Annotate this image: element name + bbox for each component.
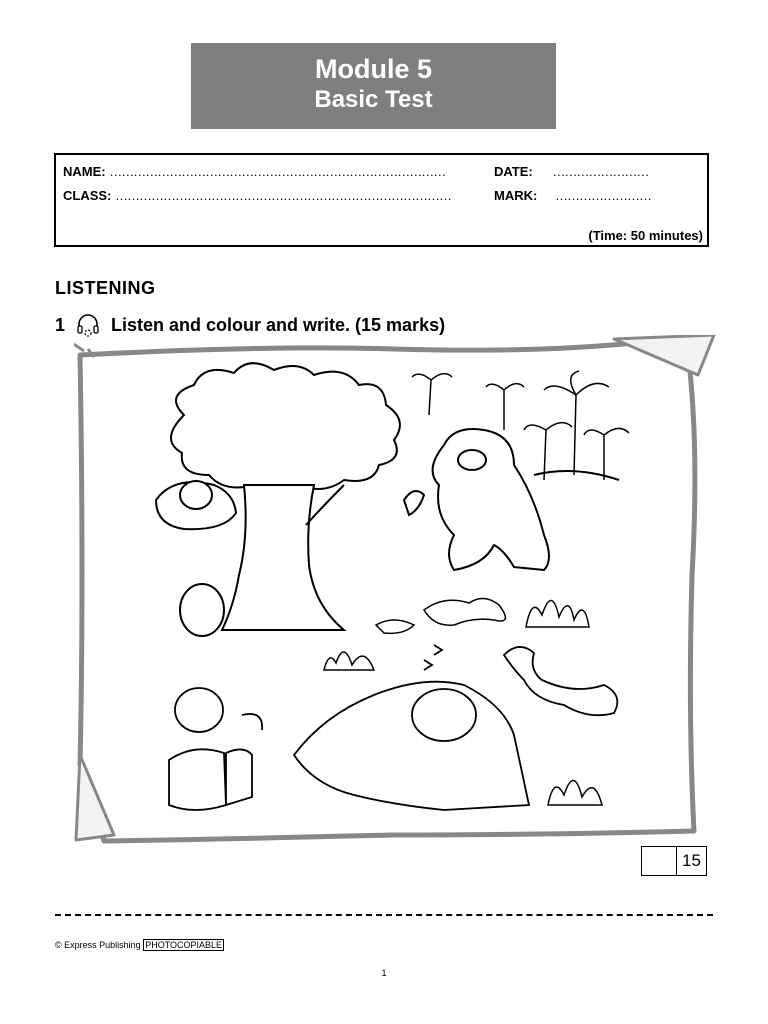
- date-row: [494, 164, 648, 179]
- photocopiable-badge: PHOTOCOPIABLE: [145, 940, 223, 950]
- gorilla: [404, 429, 549, 570]
- module-title: Module 5: [314, 54, 432, 84]
- mark-label: MARK:: [494, 188, 538, 203]
- monkey-reading: [169, 688, 262, 810]
- tree: [156, 363, 400, 636]
- class-row: [63, 188, 451, 203]
- test-subtitle: Basic Test: [314, 86, 433, 113]
- name-label: NAME:: [63, 164, 106, 179]
- lizards: [376, 598, 505, 633]
- date-label: DATE:: [494, 164, 533, 179]
- page-number: 1: [381, 968, 387, 978]
- mark-field[interactable]: ……………………: [554, 188, 651, 203]
- copyright-text: © Express Publishing: [55, 940, 141, 950]
- section-heading: LISTENING: [55, 278, 156, 298]
- max-score: 15: [682, 851, 701, 870]
- name-row: [63, 164, 445, 179]
- class-field[interactable]: …………………………………………………………………………: [115, 188, 452, 203]
- student-info-box: [54, 153, 709, 247]
- class-label: CLASS:: [63, 188, 112, 203]
- task-instruction: Listen and colour and write. (15 marks): [111, 314, 446, 335]
- divider: [55, 914, 713, 916]
- task-number: 1: [55, 314, 66, 335]
- jungle-colouring-picture: [74, 335, 720, 850]
- footer: [55, 940, 224, 950]
- mark-row: [494, 188, 651, 203]
- date-field[interactable]: ……………………: [552, 164, 649, 179]
- score-entry[interactable]: [642, 847, 677, 875]
- time-note: (Time: 50 minutes): [588, 228, 703, 243]
- score-box: [641, 846, 707, 876]
- snake: [504, 647, 617, 715]
- name-field[interactable]: …………………………………………………………………………: [109, 164, 446, 179]
- module-title-box: [191, 43, 556, 129]
